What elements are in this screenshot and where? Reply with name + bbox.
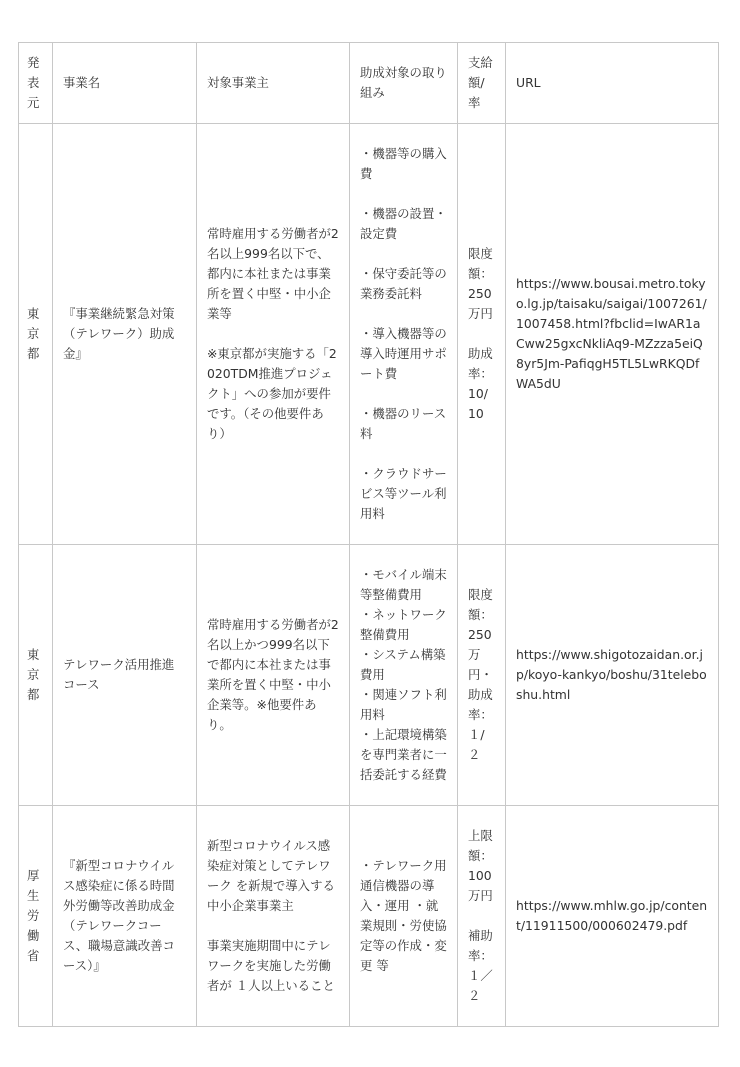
amount-cell: 限度額：250万円 助成率：10/10 [458,124,506,545]
covered-cell: ・テレワーク用通信機器の導入・運用 ・就業規則・労使協定等の作成・変更 等 [350,806,458,1027]
amount-cell: 限度額：250万円・助成率：１/２ [458,545,506,806]
table-row [19,545,719,806]
header-issuer: 発表元 [19,43,53,124]
table-row [19,806,719,1027]
url-cell: https://www.bousai.metro.tokyo.lg.jp/taisaku/saigai/1007261/1007458.html?fbclid=IwAR1aCww25gxcNkliAq9-MZzza5eiQ8yr5Jm-PafiqgH5TL5LwRKQDfWA5dU [506,124,719,545]
header-url: URL [506,43,719,124]
program-cell: 『新型コロナウイルス感染症に係る時間外労働等改善助成金（テレワークコース、職場意識改善コース）』 [53,806,197,1027]
eligible-cell: 常時雇用する労働者が2名以上かつ999名以下で都内に本社または事業所を置く中堅・中小企業等。※他要件あり。 [197,545,350,806]
issuer-cell: 東京都 [19,545,53,806]
header-covered: 助成対象の取り組み [350,43,458,124]
eligible-cell: 常時雇用する労働者が2名以上999名以下で、都内に本社または事業所を置く中堅・中小企業等 ※東京都が実施する「2020TDM推進プロジェクト」への参加が要件です。（その他要件あり） [197,124,350,545]
issuer-cell: 東京都 [19,124,53,545]
header-amount: 支給額/率 [458,43,506,124]
header-row [19,43,719,124]
program-cell: テレワーク活用推進コース [53,545,197,806]
amount-cell: 上限額：100万円 補助率：１／２ [458,806,506,1027]
url-cell: https://www.mhlw.go.jp/content/11911500/000602479.pdf [506,806,719,1027]
issuer-cell: 厚生労働省 [19,806,53,1027]
header-eligible: 対象事業主 [197,43,350,124]
url-cell: https://www.shigotozaidan.or.jp/koyo-kankyo/boshu/31teleboshu.html [506,545,719,806]
eligible-cell: 新型コロナウイルス感染症対策としてテレワーク を新規で導入する中小企業事業主 事業実施期間中にテレワークを実施した労働者が １人以上いること [197,806,350,1027]
grants-table [18,42,719,1027]
program-cell: 『事業継続緊急対策（テレワーク）助成金』 [53,124,197,545]
header-program: 事業名 [53,43,197,124]
covered-cell: ・モバイル端末等整備費用 ・ネットワーク整備費用 ・システム構築費用 ・関連ソフト利用料 ・上記環境構築を専門業者に一括委託する経費 [350,545,458,806]
table-row [19,124,719,545]
covered-cell: ・機器等の購入費 ・機器の設置・設定費 ・保守委託等の業務委託料 ・導入機器等の導入時運用サポート費 ・機器のリース料 ・クラウドサービス等ツール利用料 [350,124,458,545]
